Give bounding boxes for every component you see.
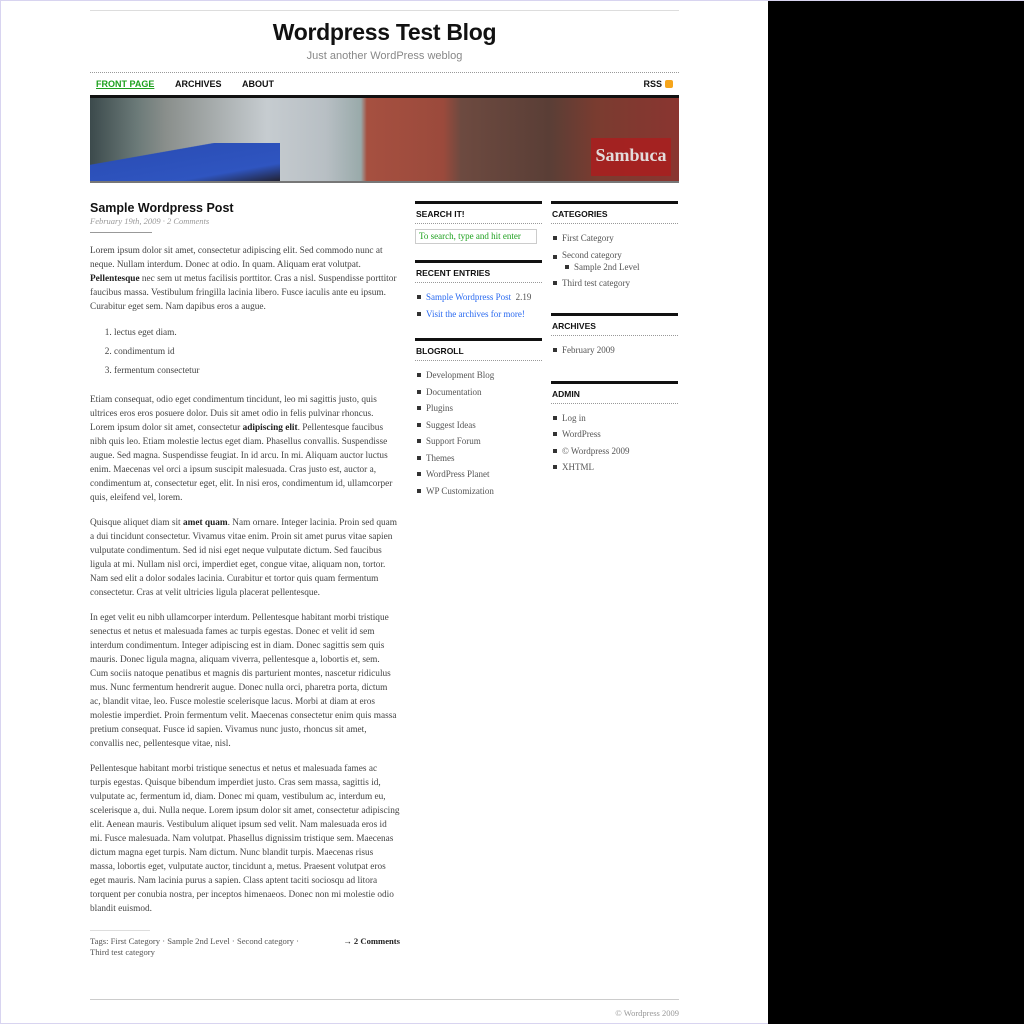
bold-text: Pellentesque	[90, 274, 140, 284]
blogroll-item[interactable]: Plugins	[415, 400, 542, 417]
widget-title: CATEGORIES	[551, 204, 678, 224]
top-divider	[90, 10, 679, 11]
tags-label: Tags:	[90, 936, 109, 946]
search-widget	[415, 201, 542, 244]
post-paragraph	[90, 393, 400, 505]
tag-link[interactable]: First Category	[110, 936, 161, 946]
post-list	[114, 324, 400, 381]
login-link[interactable]: Log in	[551, 410, 678, 427]
archive-link[interactable]: February 2009	[551, 342, 678, 359]
recent-entries-widget	[415, 260, 542, 322]
text: Lorem ipsum dolor sit amet, consectetur adipiscing elit. Sed commodo nunc at neque. Nullam interdum. Donec at odio. In quam. Aliquam erat volutpat.	[90, 246, 383, 270]
widget-title: ADMIN	[551, 384, 678, 404]
footer-divider	[90, 999, 679, 1000]
admin-item: WordPress	[551, 426, 678, 443]
post-meta: February 19th, 2009 · 2 Comments	[90, 216, 210, 226]
text: Quisque aliquet diam sit	[90, 518, 183, 528]
category-link[interactable]: Third test category	[551, 275, 678, 292]
tag-link[interactable]: Sample 2nd Level	[167, 936, 230, 946]
blogroll-item[interactable]: Themes	[415, 450, 542, 467]
categories-widget	[551, 201, 678, 291]
umbrella-shape	[90, 143, 280, 181]
blog-title[interactable]: Wordpress Test Blog	[272, 19, 497, 45]
widget-title: ARCHIVES	[551, 316, 678, 336]
widget-title: SEARCH IT!	[415, 204, 542, 224]
sambuca-sign: Sambuca	[591, 138, 671, 176]
list-item: 3. fermentum consectetur	[114, 362, 400, 381]
comments-link[interactable]: → 2 Comments	[343, 936, 400, 946]
post-paragraph: Pellentesque habitant morbi tristique senectus et netus et malesuada fames ac turpis egestas. Quisque bibendum imperdiet justo. Cras sem massa, sagittis id, vulputate ac, fermentum id, diam. Donec mi quam, vestibulum ac, interdum eu, scelerisque a, dui. Nulla neque. Lorem ipsum dolor sit amet, consectetur adipiscing elit. Aenean mauris. Vestibulum aliquet ipsum sed velit. Nam malesuada eros id mi. Fusce malesuada. Nam volutpat. Phasellus dignissim tristique sem. Maecenas dictum magna eget turpis. Nam dictum. Nunc blandit turpis. Maecenas risus massa, lobortis eget, vulputate auctor, tincidunt a, metus. Praesent volutpat eros eget mauris. Nam lacinia purus a sapien. Class aptent taciti sociosqu ad litora torquent per conubia nostra, per inceptos himenaeos. Donec non mi molestie odio blandit euismod.	[90, 764, 400, 914]
blogroll-item[interactable]: Support Forum	[415, 433, 542, 450]
sidebar-left	[415, 201, 542, 515]
blogroll-widget	[415, 338, 542, 499]
post-paragraph: In eget velit eu nibh ullamcorper interdum. Pellentesque habitant morbi tristique senectus et netus et malesuada fames ac turpis egestas. Donec et velit id sem interdum condimentum. Integer adipiscing est in diam. Donec sagittis sem quis mauris. Donec ligula magna, aliquam viverra, pellentesque a, lobortis et, sem. Cum sociis natoque penatibus et magnis dis parturient montes, nascetur ridiculus mus. Nunc fermentum hendrerit augue. Donec nulla orci, pharetra porta, dictum ac, blandit vitae, leo. Fusce molestie scelerisque lacus. Morbi at diam at eros molestie imperdiet. Proin fermentum velit. Maecenas consectetur enim quis massa pretium consequat. Fusce id sapien. Vivamus nunc justo, rhoncus sit amet, convallis nec, pellentesque vitae, nisl.	[90, 613, 397, 749]
post-title[interactable]: Sample Wordpress Post	[90, 201, 234, 215]
nav-archives[interactable]: ARCHIVES	[175, 79, 222, 89]
sidebar-right	[551, 201, 678, 492]
xhtml-link[interactable]: XHTML	[551, 459, 678, 476]
admin-widget	[551, 381, 678, 476]
category-link[interactable]: First Category	[551, 230, 678, 247]
text: Etiam consequat, odio eget condimentum tincidunt, leo mi sagittis justo, quis ultrices eros eros posuere dolor. Duis sit amet odio in felis pulvinar rhoncus. Lorem ipsum dolor sit amet, consectetur	[90, 395, 377, 433]
entry-date: 2.19	[515, 292, 532, 302]
search-input[interactable]: To search, type and hit enter	[415, 229, 537, 244]
post-paragraph	[90, 244, 400, 314]
blogroll-item[interactable]: WordPress Planet	[415, 466, 542, 483]
nav-front-page[interactable]: FRONT PAGE	[96, 79, 155, 89]
blogroll-item[interactable]: Documentation	[415, 384, 542, 401]
blogroll-item[interactable]: Development Blog	[415, 367, 542, 384]
rss-link[interactable]	[643, 79, 673, 89]
rss-label: RSS	[643, 79, 662, 89]
post-tags: Tags: First Category · Sample 2nd Level · Second category · Third test category → 2 Comments	[90, 930, 150, 958]
nav-about[interactable]: ABOUT	[242, 79, 274, 89]
widget-title: RECENT ENTRIES	[415, 263, 542, 283]
archives-widget	[551, 313, 678, 359]
rss-icon	[665, 80, 673, 88]
nav-divider	[90, 72, 679, 73]
header-image	[90, 95, 679, 183]
recent-entry-link[interactable]: Sample Wordpress Post	[426, 292, 512, 302]
blogroll-item[interactable]: WP Customization	[415, 483, 542, 500]
black-background-region	[768, 1, 1024, 1024]
list-item: 1. lectus eget diam.	[114, 324, 400, 343]
archives-link[interactable]: Visit the archives for more!	[426, 308, 525, 319]
tag-link[interactable]: Third test category	[90, 947, 155, 957]
admin-item: © Wordpress 2009	[551, 443, 678, 460]
post	[90, 201, 400, 958]
list-item: 2. condimentum id	[114, 343, 400, 362]
category-link[interactable]: Sample 2nd Level	[563, 262, 678, 273]
text: nec sem ut metus facilisis porttitor. Cras a nisl. Suspendisse porttitor faucibus massa. Vestibulum fringilla lacinia libero. Fusce iaculis ante eu ipsum. Curabitur eget sem. Nam dapibus eros a augue.	[90, 274, 397, 312]
text: . Pellentesque faucibus nibh quis leo. Etiam molestie lectus eget diam. Phasellus convallis. Suspendisse augue. Sed magna. Suspendisse feugiat. In id arcu. In mi. Aliquam auctor luctus enim. Maecenas vel orci a ipsum suscipit malesuada. Cras justo est, auctor a, condimentum at, consectetur eget, elit. In nisi eros, condimentum id, ullamcorper quis, eleifend vel, lorem.	[90, 423, 393, 503]
widget-title: BLOGROLL	[415, 341, 542, 361]
text: . Nam ornare. Integer lacinia. Proin sed quam a dui tincidunt consectetur. Vivamus vitae enim. Proin sit amet purus vitae sapien vulputate condimentum. Sed id nisi eget neque vulputate dictum. Sed faucibus ligula at mi. Nullam nisl orci, imperdiet eget, congue vitae, aliquam non, tortor. Nam sed elit a dolor sodales lacinia. Curabitur et tortor quis quam fermentum consectetur. Cras at velit ultricies ligula placerat pellentesque.	[90, 518, 398, 598]
blogroll-item[interactable]: Suggest Ideas	[415, 417, 542, 434]
list-item	[415, 306, 542, 323]
bold-text: amet quam	[182, 518, 228, 528]
category-link[interactable]: Second category	[551, 249, 678, 262]
bold-text: adipiscing elit	[242, 423, 298, 433]
list-item	[415, 289, 542, 306]
blog-tagline: Just another WordPress weblog	[306, 50, 463, 62]
post-paragraph	[90, 516, 400, 600]
footer-copyright: © Wordpress 2009	[615, 1008, 679, 1018]
post-meta-divider	[90, 232, 152, 233]
tag-link[interactable]: Second category	[236, 936, 294, 946]
